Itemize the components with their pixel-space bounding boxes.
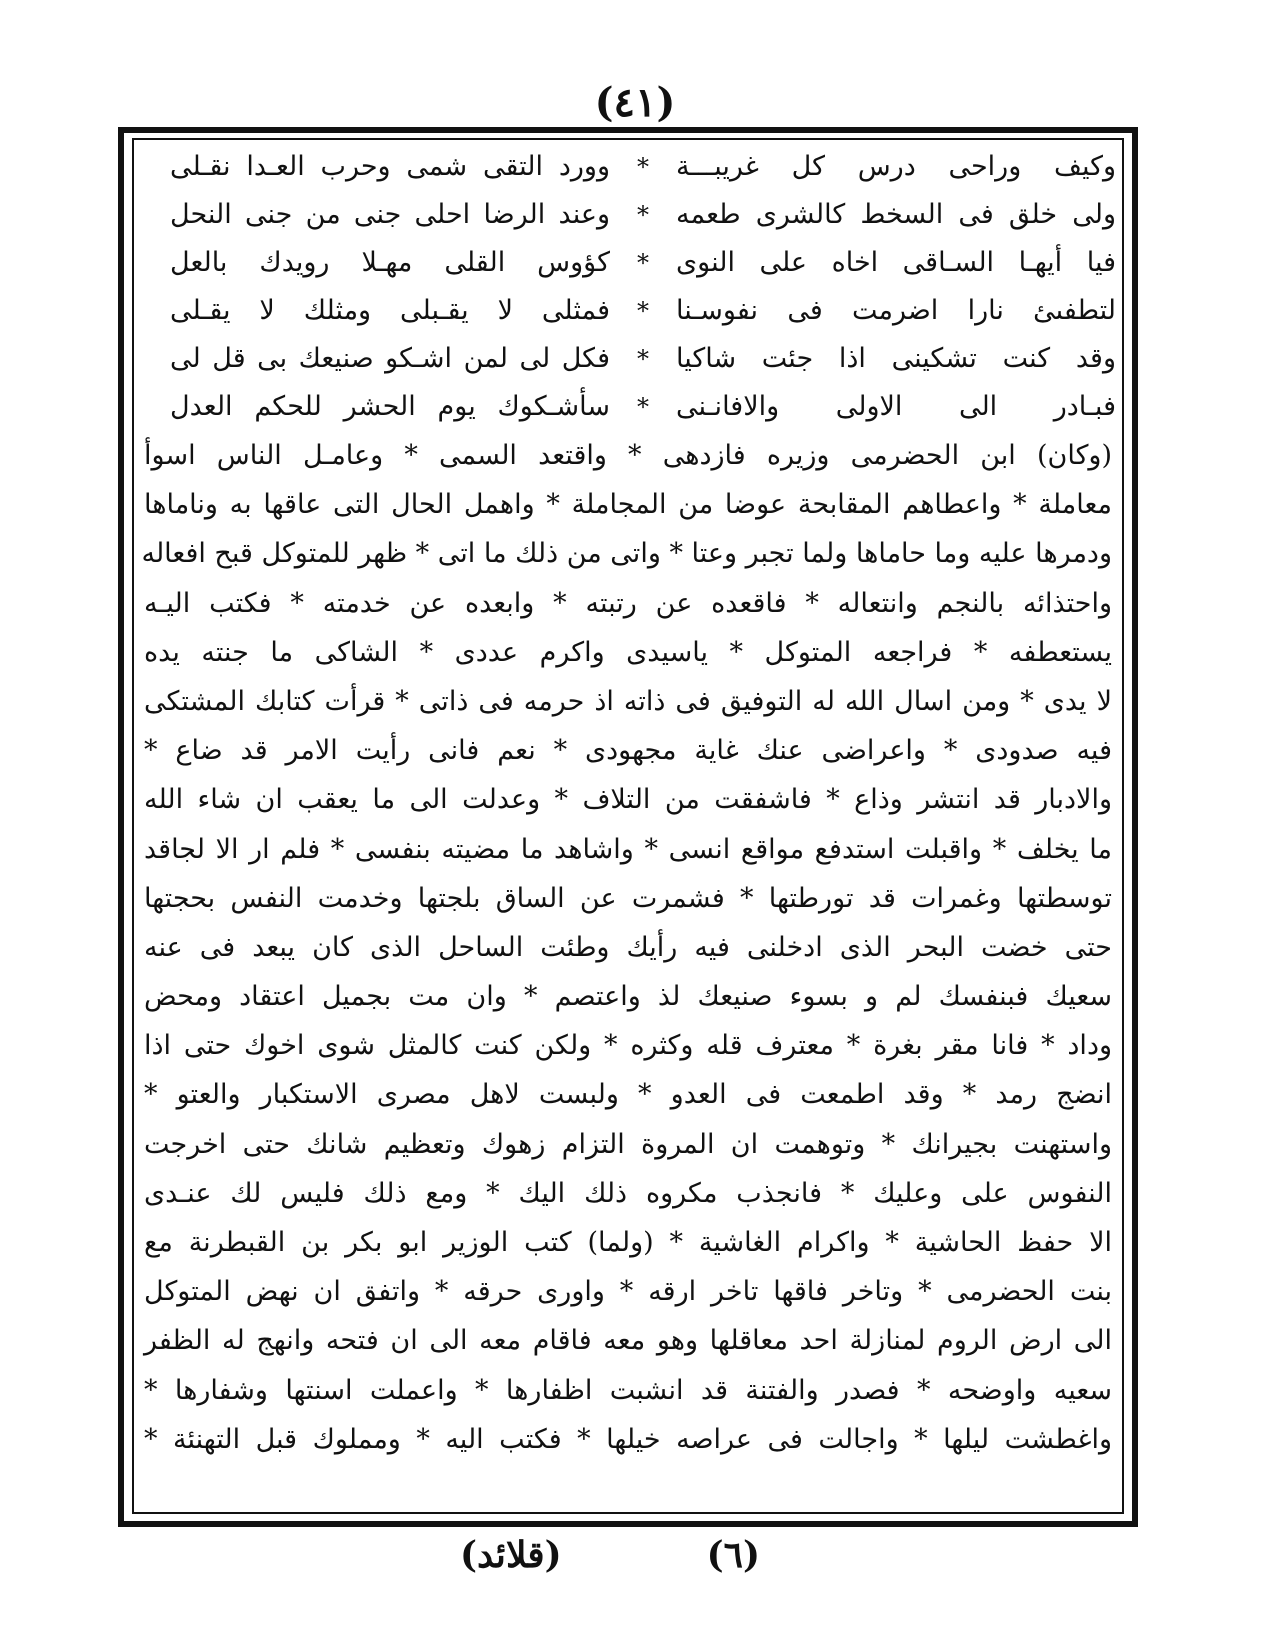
prose-line: واحتذائه بالنجم وانتعاله * فاقعده عن رتبته * وابعده عن خدمته * فكتب اليـه bbox=[144, 587, 1112, 619]
poem-verse bbox=[140, 191, 1116, 239]
prose-line: وداد * فانا مقر بغرة * معترف قله وكثره * ولكن كنت كالمثل شوى اخوك حتى اذا bbox=[144, 1030, 1112, 1062]
prose-line: (وكان) ابن الحضرمى وزيره فازدهى * واقتعد السمى * وعامـل الناس اسوأ bbox=[144, 440, 1112, 471]
verse-separator-star: * bbox=[637, 393, 649, 421]
prose-line: سعيك فبنفسك لم و بسوء صنيعك لذ واعتصم * وان مت بجميل اعتقاد ومحض bbox=[144, 981, 1112, 1013]
poem-verse bbox=[140, 239, 1116, 287]
page-footer bbox=[400, 1530, 860, 1590]
page-body bbox=[140, 143, 1116, 1509]
prose-line: حتى خضت البحر الذى ادخلنى فيه رأيك وطئت الساحل الذى كان يبعد فى عنه bbox=[144, 931, 1112, 963]
prose-line: الا حفظ الحاشية * واكرام الغاشية * (ولما) كتب الوزير ابو بكر بن القبطرنة مع bbox=[144, 1227, 1112, 1258]
verse-first-hemistich: ولى خلق فى السخط كالشرى طعمه bbox=[676, 199, 1116, 230]
poem-verse bbox=[140, 335, 1116, 383]
verse-separator-star: * bbox=[637, 153, 649, 181]
verse-first-hemistich: لتطفىئ نارا اضرمت فى نفوسـنا bbox=[676, 295, 1116, 326]
prose-line: بنت الحضرمى * وتاخر فاقها تاخر ارقه * واورى حرقه * واتفق ان نهض المتوكل bbox=[144, 1276, 1112, 1308]
prose-line: واغطشت ليلها * واجالت فى عراصه خيلها * فكتب اليه * ومملوك قبل التهنئة * bbox=[144, 1423, 1112, 1455]
verse-separator-star: * bbox=[637, 345, 649, 373]
verse-second-hemistich: وورد التقى شمى وحرب العـدا نقـلى bbox=[170, 151, 610, 182]
verse-separator-star: * bbox=[637, 249, 649, 277]
prose-line: فيه صدودى * واعراضى عنك غاية مجهودى * نعم فانى رأيت الامر قد ضاع * bbox=[144, 735, 1112, 767]
prose-line: توسطتها وغمرات قد تورطتها * فشمرت عن الساق بلجتها وخدمت النفس بحجتها bbox=[144, 882, 1112, 914]
prose-line: الى ارض الروم لمنازلة احد معاقلها وهو معه فاقام معه الى ان فتحه وانهج له الظفر bbox=[144, 1325, 1112, 1357]
prose-line: معاملة * واعطاهم المقابحة عوضا من المجاملة * واهمل الحال التى عاقها به وناماها bbox=[144, 489, 1112, 521]
verse-second-hemistich: كؤوس القلى مهـلا رويدك بالعل bbox=[170, 247, 610, 278]
verse-second-hemistich: سأشـكوك يوم الحشر للحكم العدل bbox=[170, 391, 610, 422]
signature-number: (٦) bbox=[706, 1534, 760, 1576]
verse-second-hemistich: فكل لى لمن اشـكو صنيعك بى قل لى bbox=[170, 343, 610, 374]
prose-line: ودمرها عليه وما حاماها ولما تجبر وعتا * واتى من ذلك ما اتى * ظهر للمتوكل قبح افعاله bbox=[141, 538, 1112, 570]
verse-first-hemistich: فيا أيهـا السـاقى اخاه على النوى bbox=[676, 247, 1116, 278]
prose-line: النفوس على وعليك * فانجذب مكروه ذلك اليك * ومع ذلك فليس لك عنـدى bbox=[144, 1177, 1112, 1209]
prose-line: يستعطفه * فراجعه المتوكل * ياسيدى واكرم عددى * الشاكى ما جنته يده bbox=[144, 636, 1112, 668]
prose-line: انضج رمد * وقد اطمعت فى العدو * ولبست لاهل مصرى الاستكبار والعتو * bbox=[144, 1079, 1112, 1111]
verse-second-hemistich: وعند الرضا احلى جنى من جنى النحل bbox=[170, 199, 610, 230]
prose-line: واستهنت بجيرانك * وتوهمت ان المروة التزام زهوك وتعظيم شانك حتى اخرجت bbox=[144, 1128, 1112, 1160]
verse-separator-star: * bbox=[637, 201, 649, 229]
prose-line: والادبار قد انتشر وذاع * فاشفقت من التلاف * وعدلت الى ما يعقب ان شاء الله bbox=[144, 784, 1112, 816]
prose-line: لا يدى * ومن اسال الله له التوفيق فى ذاته اذ حرمه فى ذاتى * قرأت كتابك المشتكى bbox=[144, 685, 1112, 717]
verse-first-hemistich: وقد كنت تشكينى اذا جئت شاكيا bbox=[676, 343, 1116, 374]
verse-first-hemistich: وكيف وراحى درس كل غريبـــة bbox=[676, 151, 1116, 182]
page-number: (٤١) bbox=[594, 79, 676, 126]
prose-line: سعيه واوضحه * فصدر والفتنة قد انشبت اظفارها * واعملت اسنتها وشفارها * bbox=[144, 1374, 1112, 1406]
poem-verse bbox=[140, 383, 1116, 431]
verse-separator-star: * bbox=[637, 297, 649, 325]
verse-first-hemistich: فبـادر الى الاولى والافانـنى bbox=[676, 391, 1116, 422]
signature-title: (قلائد) bbox=[460, 1534, 562, 1576]
prose-line: ما يخلف * واقبلت استدفع مواقع انسى * واشاهد ما مضيته بنفسى * فلم ار الا لجاقد bbox=[144, 833, 1112, 865]
poem-verse bbox=[140, 143, 1116, 191]
poem-verse bbox=[140, 287, 1116, 335]
verse-second-hemistich: فمثلى لا يقـبلى ومثلك لا يقـلى bbox=[170, 295, 610, 326]
